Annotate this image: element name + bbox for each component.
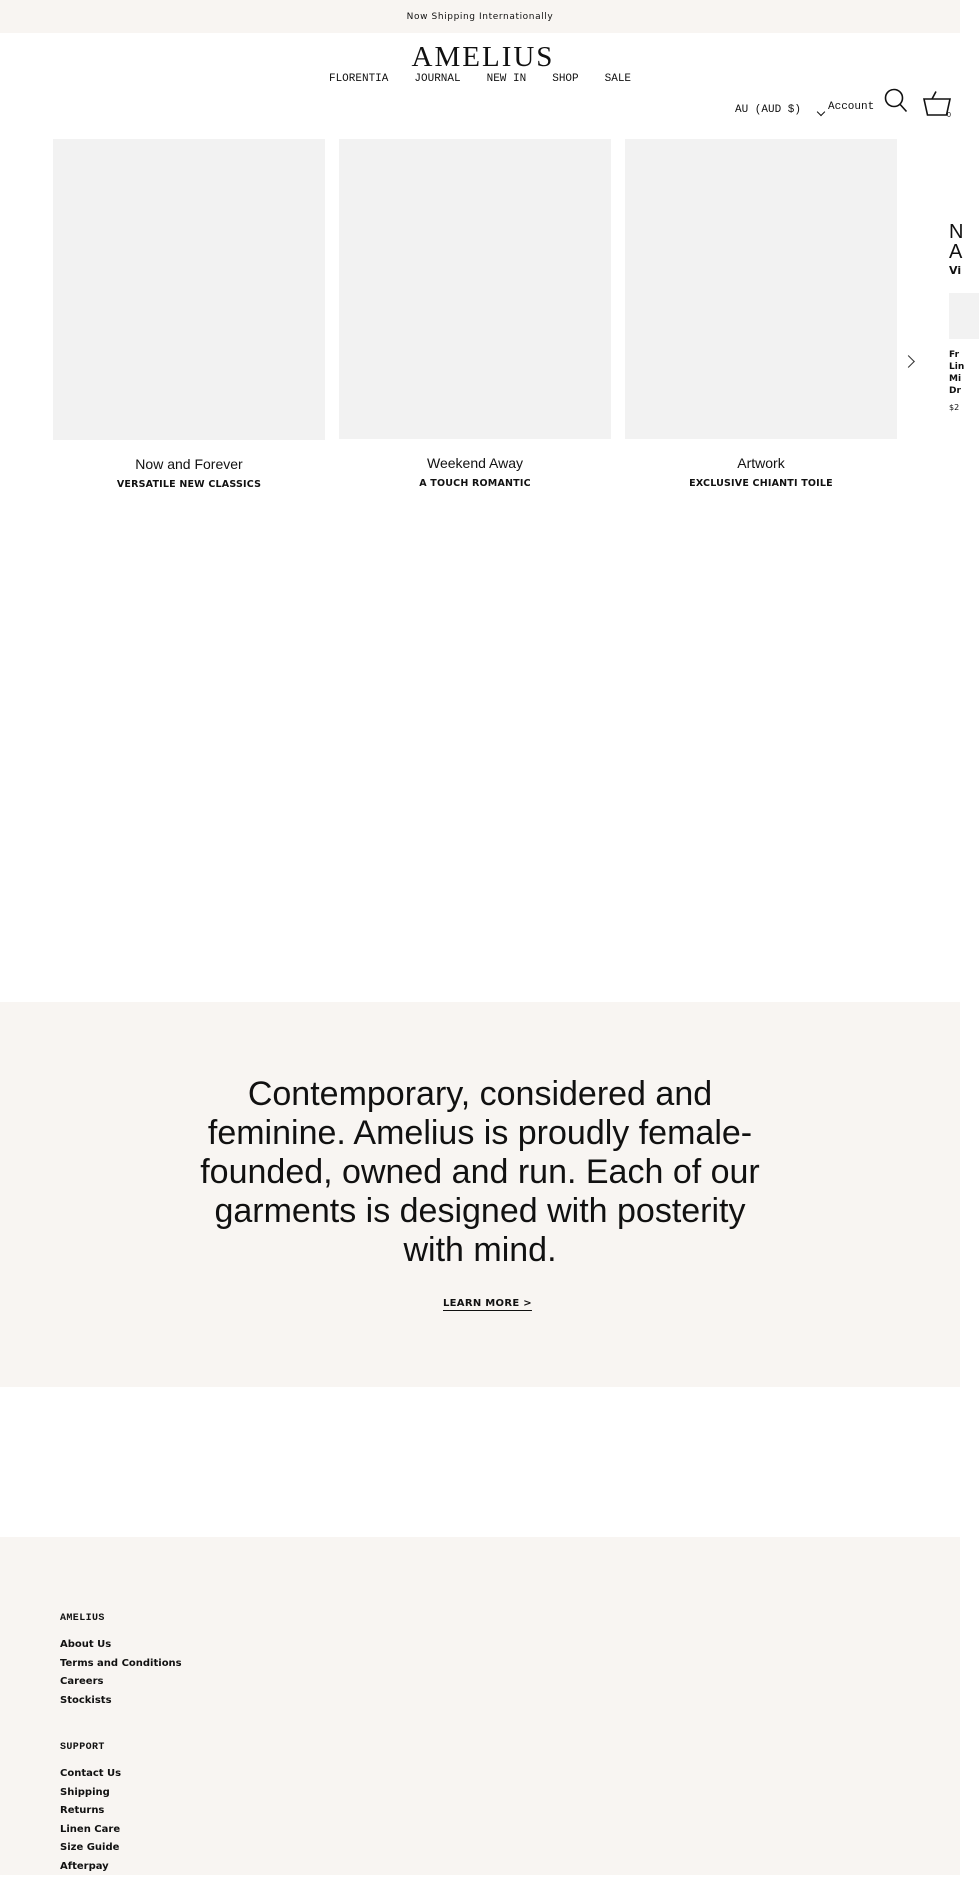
peek-heading-2: A bbox=[949, 241, 963, 263]
currency-selector[interactable] bbox=[735, 104, 824, 116]
collection-card-now-and-forever[interactable] bbox=[53, 139, 325, 490]
peek-product-image[interactable] bbox=[949, 293, 979, 339]
footer-link-size-guide[interactable]: Size Guide bbox=[60, 1842, 120, 1854]
site-logo[interactable]: AMELIUS bbox=[411, 41, 555, 73]
peek-product-line: Fr bbox=[949, 350, 960, 360]
footer-link-about-us[interactable]: About Us bbox=[60, 1639, 112, 1650]
account-link[interactable]: Account bbox=[828, 101, 875, 113]
offscreen-panel bbox=[949, 221, 965, 412]
currency-label: AU (AUD $) bbox=[735, 104, 802, 116]
collection-subtitle: VERSATILE NEW CLASSICS bbox=[116, 479, 262, 490]
footer bbox=[0, 1537, 960, 1875]
collection-title[interactable]: Weekend Away bbox=[427, 455, 523, 471]
footer-link-returns[interactable]: Returns bbox=[60, 1805, 105, 1817]
collection-card-weekend-away[interactable] bbox=[339, 139, 611, 489]
collection-image[interactable] bbox=[339, 139, 611, 439]
learn-more-link[interactable]: LEARN MORE > bbox=[443, 1298, 532, 1309]
peek-product-name[interactable] bbox=[949, 349, 965, 397]
collection-subtitle: A TOUCH ROMANTIC bbox=[419, 478, 531, 489]
collection-subtitle: EXCLUSIVE CHIANTI TOILE bbox=[689, 478, 833, 489]
cart-icon[interactable] bbox=[922, 90, 952, 118]
collection-title[interactable]: Now and Forever bbox=[135, 456, 243, 472]
footer-support-links bbox=[60, 1765, 121, 1877]
peek-product-line: Dr bbox=[949, 386, 961, 396]
nav-journal[interactable]: JOURNAL bbox=[414, 73, 461, 85]
footer-link-linen-care[interactable]: Linen Care bbox=[60, 1823, 121, 1835]
footer-link-careers[interactable]: Careers bbox=[60, 1676, 104, 1688]
collection-image[interactable] bbox=[625, 139, 897, 439]
peek-link[interactable]: Vi bbox=[949, 264, 962, 277]
nav-shop[interactable]: SHOP bbox=[552, 73, 579, 85]
cart-count: 0 bbox=[947, 112, 951, 119]
footer-link-afterpay[interactable]: Afterpay bbox=[60, 1860, 109, 1872]
footer-link-terms[interactable]: Terms and Conditions bbox=[60, 1657, 182, 1669]
nav-new-in[interactable]: NEW IN bbox=[486, 73, 527, 85]
chevron-down-icon bbox=[816, 108, 824, 116]
peek-heading-1: N bbox=[949, 221, 964, 243]
announcement-text: Now Shipping Internationally bbox=[406, 12, 554, 22]
chevron-right-icon[interactable] bbox=[902, 355, 915, 368]
footer-link-stockists[interactable]: Stockists bbox=[60, 1694, 112, 1706]
peek-product-price: $2 bbox=[949, 403, 960, 412]
about-section bbox=[0, 1002, 960, 1387]
search-icon[interactable] bbox=[884, 88, 908, 114]
collection-image[interactable] bbox=[53, 139, 325, 440]
collection-title[interactable]: Artwork bbox=[737, 455, 785, 471]
footer-link-contact-us[interactable]: Contact Us bbox=[60, 1768, 122, 1779]
footer-brand-title: AMELIUS bbox=[60, 1613, 105, 1624]
footer-link-shipping[interactable]: Shipping bbox=[60, 1786, 110, 1798]
announcement-bar bbox=[0, 0, 960, 33]
footer-support-title: SUPPORT bbox=[60, 1742, 105, 1753]
footer-brand-links bbox=[60, 1636, 182, 1710]
about-text: Contemporary, considered and feminine. Amelius is proudly female-founded, owned and run. Each of our garments is designed with posterity with mind. bbox=[200, 1075, 760, 1269]
nav-florentia[interactable]: FLORENTIA bbox=[328, 73, 389, 85]
main-nav bbox=[0, 72, 960, 92]
peek-product-line: Mi bbox=[949, 374, 962, 384]
nav-sale[interactable]: SALE bbox=[604, 73, 632, 85]
collection-card-artwork[interactable] bbox=[625, 139, 897, 489]
peek-product-line: Lin bbox=[949, 362, 965, 372]
